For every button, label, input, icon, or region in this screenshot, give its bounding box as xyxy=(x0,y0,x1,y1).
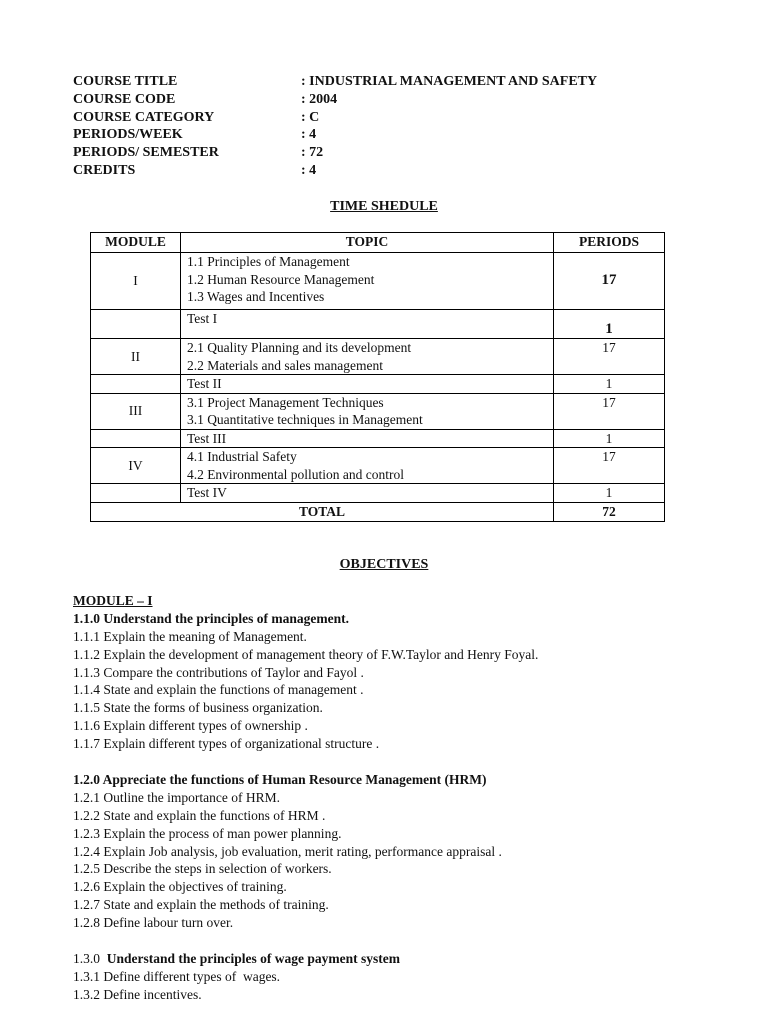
credits-row xyxy=(73,162,693,180)
total-value: 72 xyxy=(554,502,665,521)
objective-item: 1.1.5 State the forms of business organization. xyxy=(73,700,323,716)
periods-week-label: PERIODS/WEEK xyxy=(73,127,183,143)
objective-item: 1.1.3 Compare the contributions of Taylor and Fayol . xyxy=(73,664,364,680)
periods-semester-value: : 72 xyxy=(301,145,324,161)
objective-item: 1.1.4 State and explain the functions of management . xyxy=(73,682,364,698)
column-header-periods: PERIODS xyxy=(554,233,665,253)
objective-item: 1.2.7 State and explain the methods of training. xyxy=(73,897,329,913)
time-schedule-title: TIME SHEDULE xyxy=(330,199,438,214)
topic-line: 1.1 Principles of Management xyxy=(186,254,350,269)
table-row xyxy=(91,484,665,503)
periods-cell: 1 xyxy=(554,429,665,448)
topic-cell xyxy=(180,484,553,503)
module-cell xyxy=(91,310,181,339)
objective-item: 1.3.2 Define incentives. xyxy=(73,986,202,1002)
objective-item: 1.3.1 Define different types of wages. xyxy=(73,968,281,984)
total-row xyxy=(91,502,665,521)
topic-line: 3.1 Project Management Techniques xyxy=(186,394,384,410)
credits-label: CREDITS xyxy=(73,162,136,178)
topic-line: 1.3 Wages and Incentives xyxy=(186,289,325,304)
periods-cell: 17 xyxy=(554,253,665,310)
objective-heading xyxy=(73,950,733,968)
column-header-module: MODULE xyxy=(91,233,181,253)
periods-cell: 1 xyxy=(554,310,665,339)
course-category-value: : C xyxy=(301,109,320,125)
topic-line: Test II xyxy=(186,376,222,391)
module-cell xyxy=(91,484,181,503)
topic-line: 2.2 Materials and sales management xyxy=(186,357,383,373)
topic-cell xyxy=(180,310,553,339)
spacer xyxy=(73,753,733,771)
course-info xyxy=(73,73,693,180)
periods-cell: 17 xyxy=(554,393,665,429)
topic-cell xyxy=(180,375,553,394)
time-schedule-table xyxy=(90,232,665,522)
module-cell: II xyxy=(91,339,181,375)
objective-heading-number: 1.3.0 xyxy=(73,951,100,967)
module-cell: I xyxy=(91,253,181,310)
objectives-section xyxy=(73,592,733,1004)
topic-line: Test III xyxy=(186,430,227,446)
topic-line: 4.1 Industrial Safety xyxy=(186,449,297,464)
table-row xyxy=(91,393,665,429)
periods-cell: 17 xyxy=(554,339,665,375)
spacer xyxy=(73,932,733,950)
module-cell: IV xyxy=(91,448,181,484)
topic-line: 3.1 Quantitative techniques in Management xyxy=(186,412,423,427)
topic-cell xyxy=(180,339,553,375)
course-code-row xyxy=(73,91,693,109)
total-label: TOTAL xyxy=(91,502,554,521)
topic-line: Test IV xyxy=(186,485,227,500)
periods-cell: 1 xyxy=(554,375,665,394)
periods-week-row xyxy=(73,126,693,144)
objective-heading-text: Understand the principles of wage payment system xyxy=(106,951,400,967)
objective-item: 1.2.5 Describe the steps in selection of workers. xyxy=(73,861,332,877)
objective-item: 1.2.4 Explain Job analysis, job evaluation, merit rating, performance appraisal . xyxy=(73,843,502,859)
objective-item: 1.2.8 Define labour turn over. xyxy=(73,915,234,931)
objective-heading: 1.1.0 Understand the principles of management. xyxy=(73,610,349,626)
objective-item: 1.2.1 Outline the importance of HRM. xyxy=(73,789,280,805)
table-row xyxy=(91,375,665,394)
topic-cell xyxy=(180,253,553,310)
periods-week-value: : 4 xyxy=(301,127,317,143)
objective-item: 1.1.2 Explain the development of management theory of F.W.Taylor and Henry Foyal. xyxy=(73,646,539,662)
table-row xyxy=(91,253,665,310)
table-row xyxy=(91,429,665,448)
objective-heading: 1.2.0 Appreciate the functions of Human Resource Management (HRM) xyxy=(73,772,487,788)
module-heading: MODULE – I xyxy=(73,593,153,608)
course-category-label: COURSE CATEGORY xyxy=(73,109,215,125)
objectives-title: OBJECTIVES xyxy=(339,557,429,572)
table-header-row xyxy=(91,233,665,253)
module-cell xyxy=(91,375,181,394)
periods-cell: 17 xyxy=(554,448,665,484)
periods-semester-row xyxy=(73,144,693,162)
objective-item: 1.1.1 Explain the meaning of Management. xyxy=(73,628,307,644)
credits-value: : 4 xyxy=(301,162,317,178)
topic-line: 1.2 Human Resource Management xyxy=(186,271,375,287)
course-code-label: COURSE CODE xyxy=(73,91,176,107)
course-title-row xyxy=(73,73,693,91)
topic-line: 4.2 Environmental pollution and control xyxy=(186,466,405,482)
course-title-label: COURSE TITLE xyxy=(73,74,178,89)
module-cell: III xyxy=(91,393,181,429)
topic-line: Test I xyxy=(186,311,218,326)
periods-semester-label: PERIODS/ SEMESTER xyxy=(73,145,219,161)
course-category-row xyxy=(73,109,693,127)
column-header-topic: TOPIC xyxy=(180,233,553,253)
objective-item: 1.2.2 State and explain the functions of HRM . xyxy=(73,807,326,823)
course-code-value: : 2004 xyxy=(301,91,338,107)
objective-item: 1.2.6 Explain the objectives of training. xyxy=(73,879,287,895)
periods-cell: 1 xyxy=(554,484,665,503)
topic-cell xyxy=(180,429,553,448)
topic-cell xyxy=(180,393,553,429)
objective-item: 1.1.7 Explain different types of organizational structure . xyxy=(73,736,380,752)
table-row xyxy=(91,339,665,375)
objective-item: 1.2.3 Explain the process of man power planning. xyxy=(73,825,342,841)
topic-cell xyxy=(180,448,553,484)
topic-line: 2.1 Quality Planning and its development xyxy=(186,340,412,355)
module-cell xyxy=(91,429,181,448)
table-row xyxy=(91,310,665,339)
course-title-value: : INDUSTRIAL MANAGEMENT AND SAFETY xyxy=(301,74,598,89)
objective-item: 1.1.6 Explain different types of ownership . xyxy=(73,718,308,734)
table-row xyxy=(91,448,665,484)
